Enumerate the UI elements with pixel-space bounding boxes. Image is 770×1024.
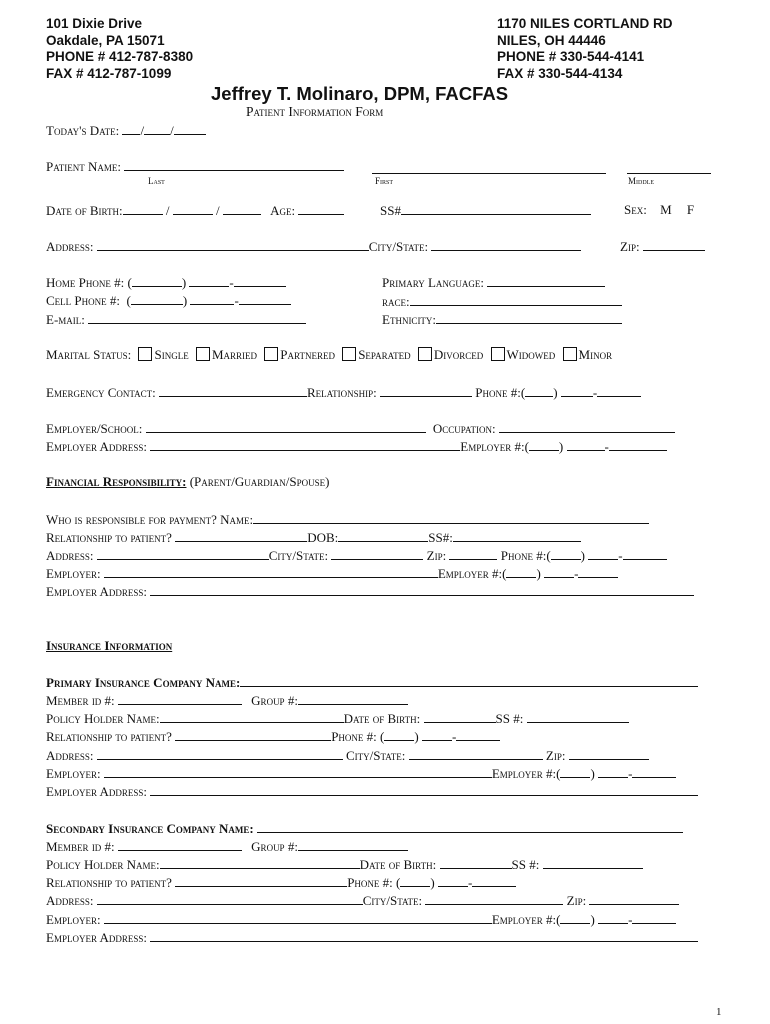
insurance-title: Insurance Information <box>46 638 173 653</box>
zip-group <box>620 238 705 255</box>
fin-relationship-label: Relationship to patient? <box>46 530 172 545</box>
p-member-row <box>46 692 408 708</box>
fin-employer-field[interactable] <box>104 565 438 578</box>
employer-school-label: Employer/School: <box>46 421 143 436</box>
p-zip-label: Zip: <box>545 748 566 763</box>
zip-field[interactable] <box>643 238 705 251</box>
ethnicity-field[interactable] <box>436 311 622 324</box>
dob-day-field[interactable] <box>173 202 213 215</box>
fin-employer-phone-label: Employer #: <box>437 566 503 581</box>
s-emp-line-field[interactable] <box>632 911 676 924</box>
insurance-heading <box>46 638 172 654</box>
p-relationship-field[interactable] <box>175 728 331 741</box>
p-address-label: Address: <box>46 748 94 763</box>
widowed-checkbox[interactable] <box>491 347 505 361</box>
left-line-4: FAX # 412-787-1099 <box>46 65 172 81</box>
p-relationship-label: Relationship to patient? <box>46 729 172 744</box>
married-checkbox[interactable] <box>196 347 210 361</box>
ec-area-field[interactable] <box>525 384 553 397</box>
form-title: Patient Information Form <box>246 104 384 119</box>
home-phone-row: Home Phone #: ( ) - <box>46 274 286 290</box>
p-holder-row <box>46 710 629 726</box>
s-employer-address-field[interactable] <box>150 929 698 942</box>
dob-year-field[interactable] <box>223 202 261 215</box>
married-option: Married <box>211 347 258 362</box>
single-checkbox[interactable] <box>138 347 152 361</box>
minor-option: Minor <box>578 347 613 362</box>
fin-ss-field[interactable] <box>453 529 581 542</box>
p-zip-field[interactable] <box>569 747 649 760</box>
divorced-option: Divorced <box>433 347 484 362</box>
s-ss-label: SS #: <box>511 857 540 872</box>
home-line-field[interactable] <box>234 274 286 287</box>
p-emp-line-field[interactable] <box>632 765 676 778</box>
financial-title: Financial Responsibility: <box>46 474 187 489</box>
fin-relationship-row <box>46 529 581 545</box>
s-relationship-row: Relationship to patient? Phone #: ( ) - <box>46 874 516 890</box>
address-field[interactable] <box>97 238 369 251</box>
fin-phone-label: Phone #: <box>500 548 547 563</box>
s-employer-address-row <box>46 929 698 945</box>
ethnicity-label: Ethnicity: <box>382 312 437 327</box>
email-row <box>46 311 306 327</box>
ec-line-field[interactable] <box>597 384 641 397</box>
fin-emp-line-field[interactable] <box>578 565 618 578</box>
right-line-1: 1170 NILES CORTLAND RD <box>497 16 673 31</box>
marital-label: Marital Status: <box>46 347 132 362</box>
financial-subtitle: (Parent/Guardian/Spouse) <box>189 474 330 489</box>
fin-dob-field[interactable] <box>338 529 428 542</box>
cell-area-field[interactable] <box>131 292 183 305</box>
single-option: Single <box>154 347 189 362</box>
p-dob-field[interactable] <box>424 710 496 723</box>
city-field[interactable] <box>431 238 581 251</box>
p-dob-label: Date of Birth: <box>343 711 421 726</box>
who-field[interactable] <box>253 511 649 524</box>
s-group-label: Group #: <box>251 839 298 854</box>
ec-prefix-field[interactable] <box>561 384 593 397</box>
emergency-label: Emergency Contact: <box>46 385 156 400</box>
relationship-label: Relationship: <box>307 385 377 400</box>
sex-label: Sex: <box>624 202 647 217</box>
middle-caption: Middle <box>628 176 654 186</box>
p-area-field[interactable] <box>384 728 414 741</box>
cell-line-field[interactable] <box>239 292 291 305</box>
s-city-label: City/State: <box>362 893 423 908</box>
fin-relationship-field[interactable] <box>175 529 307 542</box>
p-employer-address-row <box>46 783 698 799</box>
occupation-label: Occupation: <box>432 421 496 436</box>
primary-label: Primary Insurance Company Name: <box>46 675 241 690</box>
phone-label: Phone #: <box>475 385 521 400</box>
s-address-field[interactable] <box>97 892 363 905</box>
fin-dob-label: DOB: <box>307 530 339 545</box>
p-employer-label: Employer: <box>46 766 101 781</box>
demographics-group <box>382 274 622 330</box>
fin-prefix-field[interactable] <box>588 547 618 560</box>
p-group-field[interactable] <box>298 692 408 705</box>
left-line-2: Oakdale, PA 15071 <box>46 32 165 48</box>
dob-row: Date of Birth: / / Age: <box>46 202 344 218</box>
home-prefix-field[interactable] <box>189 274 229 287</box>
p-employer-address-field[interactable] <box>150 783 698 796</box>
s-area-field[interactable] <box>400 874 430 887</box>
fin-emp-prefix-field[interactable] <box>544 565 574 578</box>
home-area-field[interactable] <box>132 274 182 287</box>
ss-group <box>380 202 591 219</box>
separated-option: Separated <box>358 347 411 362</box>
p-ss-label: SS #: <box>495 711 524 726</box>
race-label: race: <box>382 293 410 309</box>
city-label: City/State: <box>368 239 429 254</box>
s-member-field[interactable] <box>118 838 242 851</box>
financial-heading <box>46 474 329 490</box>
todays-date-label: Today's Date: <box>46 123 120 138</box>
language-label: Primary Language: <box>382 275 485 290</box>
p-city-field[interactable] <box>409 747 543 760</box>
marital-row <box>46 347 612 363</box>
secondary-row <box>46 820 683 836</box>
p-prefix-field[interactable] <box>422 728 452 741</box>
last-caption: Last <box>148 176 165 186</box>
last-name-field[interactable] <box>124 158 344 171</box>
s-employer-row: Employer: Employer #:( ) - <box>46 911 676 927</box>
fin-employer-address-row <box>46 583 694 599</box>
ss-label: SS# <box>380 203 401 218</box>
left-line-1: 101 Dixie Drive <box>46 16 143 31</box>
office-address-right <box>497 16 673 82</box>
fin-area-field[interactable] <box>551 547 581 560</box>
fin-address-label: Address: <box>46 548 94 563</box>
minor-checkbox[interactable] <box>563 347 577 361</box>
s-dob-label: Date of Birth: <box>359 857 437 872</box>
p-employer-phone-label: Employer #: <box>491 766 557 781</box>
p-city-label: City/State: <box>346 748 406 763</box>
s-member-label: Member id #: <box>46 839 115 854</box>
p-phone-label: Phone #: <box>331 729 377 744</box>
fin-employer-row: Employer: Employer #:( ) - <box>46 565 618 581</box>
address-row <box>46 238 581 254</box>
p-ss-field[interactable] <box>527 710 629 723</box>
sex-m-option[interactable]: M <box>660 202 672 217</box>
home-phone-label: Home Phone #: <box>46 275 125 290</box>
p-holder-field[interactable] <box>160 710 344 723</box>
fin-city-label: City/State: <box>268 548 329 563</box>
s-ss-field[interactable] <box>543 856 643 869</box>
p-emp-prefix-field[interactable] <box>598 765 628 778</box>
employer-phone-label: Employer #: <box>460 439 525 454</box>
cell-phone-label: Cell Phone #: <box>46 293 121 308</box>
p-member-label: Member id #: <box>46 693 115 708</box>
emp-prefix-field[interactable] <box>567 438 605 451</box>
p-group-label: Group #: <box>251 693 298 708</box>
s-phone-label: Phone #: <box>347 875 393 890</box>
fin-zip-field[interactable] <box>449 547 497 560</box>
date-day-field[interactable] <box>144 122 170 135</box>
s-group-field[interactable] <box>298 838 408 851</box>
doctor-name: Jeffrey T. Molinaro, DPM, FACFAS <box>211 83 509 104</box>
fin-line-field[interactable] <box>623 547 667 560</box>
first-name-field[interactable] <box>372 161 606 174</box>
emp-line-field[interactable] <box>609 438 667 451</box>
s-city-field[interactable] <box>425 892 563 905</box>
employer-school-field[interactable] <box>146 420 426 433</box>
fin-employer-address-label: Employer Address: <box>46 584 147 599</box>
fin-zip-label: Zip: <box>426 548 447 563</box>
s-employer-label: Employer: <box>46 912 101 927</box>
s-holder-row <box>46 856 643 872</box>
secondary-field[interactable] <box>257 820 683 833</box>
s-employer-phone-label: Employer #: <box>491 912 557 927</box>
slash: / <box>170 123 174 138</box>
todays-date-row <box>46 122 206 138</box>
p-member-field[interactable] <box>118 692 242 705</box>
age-field[interactable] <box>298 202 344 215</box>
left-line-3: PHONE # 412-787-8380 <box>46 49 194 64</box>
fin-employer-address-field[interactable] <box>150 583 694 596</box>
s-relationship-label: Relationship to patient? <box>46 875 172 890</box>
p-employer-row: Employer: Employer #:( ) - <box>46 765 676 781</box>
ss-field[interactable] <box>401 202 591 215</box>
first-caption: First <box>375 176 394 186</box>
s-emp-prefix-field[interactable] <box>598 911 628 924</box>
s-member-row <box>46 838 408 854</box>
widowed-option: Widowed <box>506 347 556 362</box>
office-address-left <box>46 16 193 82</box>
emergency-row: Emergency Contact: Relationship: Phone #:( ) - <box>46 384 641 400</box>
partnered-option: Partnered <box>280 347 335 362</box>
fin-employer-label: Employer: <box>46 566 101 581</box>
employer-row <box>46 420 675 436</box>
p-employer-address-label: Employer Address: <box>46 784 147 799</box>
s-zip-label: Zip: <box>566 893 587 908</box>
email-label: E-mail: <box>46 312 85 327</box>
divorced-checkbox[interactable] <box>418 347 432 361</box>
primary-field[interactable] <box>240 674 698 687</box>
s-holder-label: Policy Holder Name: <box>46 857 160 872</box>
fin-emp-area-field[interactable] <box>506 565 536 578</box>
sex-group <box>624 202 694 218</box>
fin-ss-label: SS#: <box>428 530 453 545</box>
slash: / <box>140 123 145 138</box>
s-relationship-field[interactable] <box>175 874 347 887</box>
s-prefix-field[interactable] <box>438 874 468 887</box>
zip-label: Zip: <box>620 239 640 254</box>
page-number: 1 <box>716 1006 722 1018</box>
s-dob-field[interactable] <box>440 856 512 869</box>
who-row <box>46 511 649 527</box>
sex-f-option[interactable]: F <box>686 202 695 217</box>
employer-address-label: Employer Address: <box>46 439 147 454</box>
race-field[interactable] <box>410 293 622 306</box>
fin-address-row: Address: City/State: Zip: Phone #:( ) - <box>46 547 667 563</box>
dob-label: Date of Birth: <box>46 203 123 218</box>
right-line-2: NILES, OH 44446 <box>497 32 606 48</box>
p-holder-label: Policy Holder Name: <box>46 711 160 726</box>
cell-phone-row: Cell Phone #: ( ) - <box>46 292 291 308</box>
address-label: Address: <box>46 239 94 254</box>
patient-name-label: Patient Name: <box>46 159 121 174</box>
p-employer-field[interactable] <box>104 765 492 778</box>
p-address-field[interactable] <box>97 747 343 760</box>
p-relationship-row: Relationship to patient? Phone #: ( ) - <box>46 728 500 744</box>
s-holder-field[interactable] <box>160 856 360 869</box>
fin-address-field[interactable] <box>97 547 269 560</box>
occupation-field[interactable] <box>499 420 675 433</box>
employer-address-field[interactable] <box>150 438 460 451</box>
right-line-3: PHONE # 330-544-4141 <box>497 49 645 64</box>
p-address-row <box>46 747 649 763</box>
language-field[interactable] <box>487 274 605 287</box>
fin-city-field[interactable] <box>331 547 423 560</box>
employer-address-row: Employer Address: Employer #:( ) - <box>46 438 667 454</box>
who-label: Who is responsible for payment? Name: <box>46 512 254 527</box>
s-line-field[interactable] <box>472 874 516 887</box>
s-address-row <box>46 892 679 908</box>
relationship-field[interactable] <box>380 384 472 397</box>
partnered-checkbox[interactable] <box>264 347 278 361</box>
date-year-field[interactable] <box>174 122 206 135</box>
date-month-field[interactable] <box>122 122 140 135</box>
separated-checkbox[interactable] <box>342 347 356 361</box>
primary-row <box>46 674 698 690</box>
right-line-4: FAX # 330-544-4134 <box>497 65 623 81</box>
cell-prefix-field[interactable] <box>190 292 234 305</box>
middle-name-field[interactable] <box>627 161 711 174</box>
p-line-field[interactable] <box>456 728 500 741</box>
p-emp-area-field[interactable] <box>560 765 590 778</box>
s-employer-address-label: Employer Address: <box>46 930 147 945</box>
secondary-label: Secondary Insurance Company Name: <box>46 821 254 836</box>
emp-area-field[interactable] <box>529 438 559 451</box>
s-address-label: Address: <box>46 893 94 908</box>
s-employer-field[interactable] <box>104 911 492 924</box>
patient-name-row <box>46 158 344 174</box>
s-emp-area-field[interactable] <box>560 911 590 924</box>
emergency-field[interactable] <box>159 384 307 397</box>
s-zip-field[interactable] <box>589 892 679 905</box>
dob-month-field[interactable] <box>123 202 163 215</box>
age-label: Age: <box>270 203 296 218</box>
email-field[interactable] <box>88 311 306 324</box>
